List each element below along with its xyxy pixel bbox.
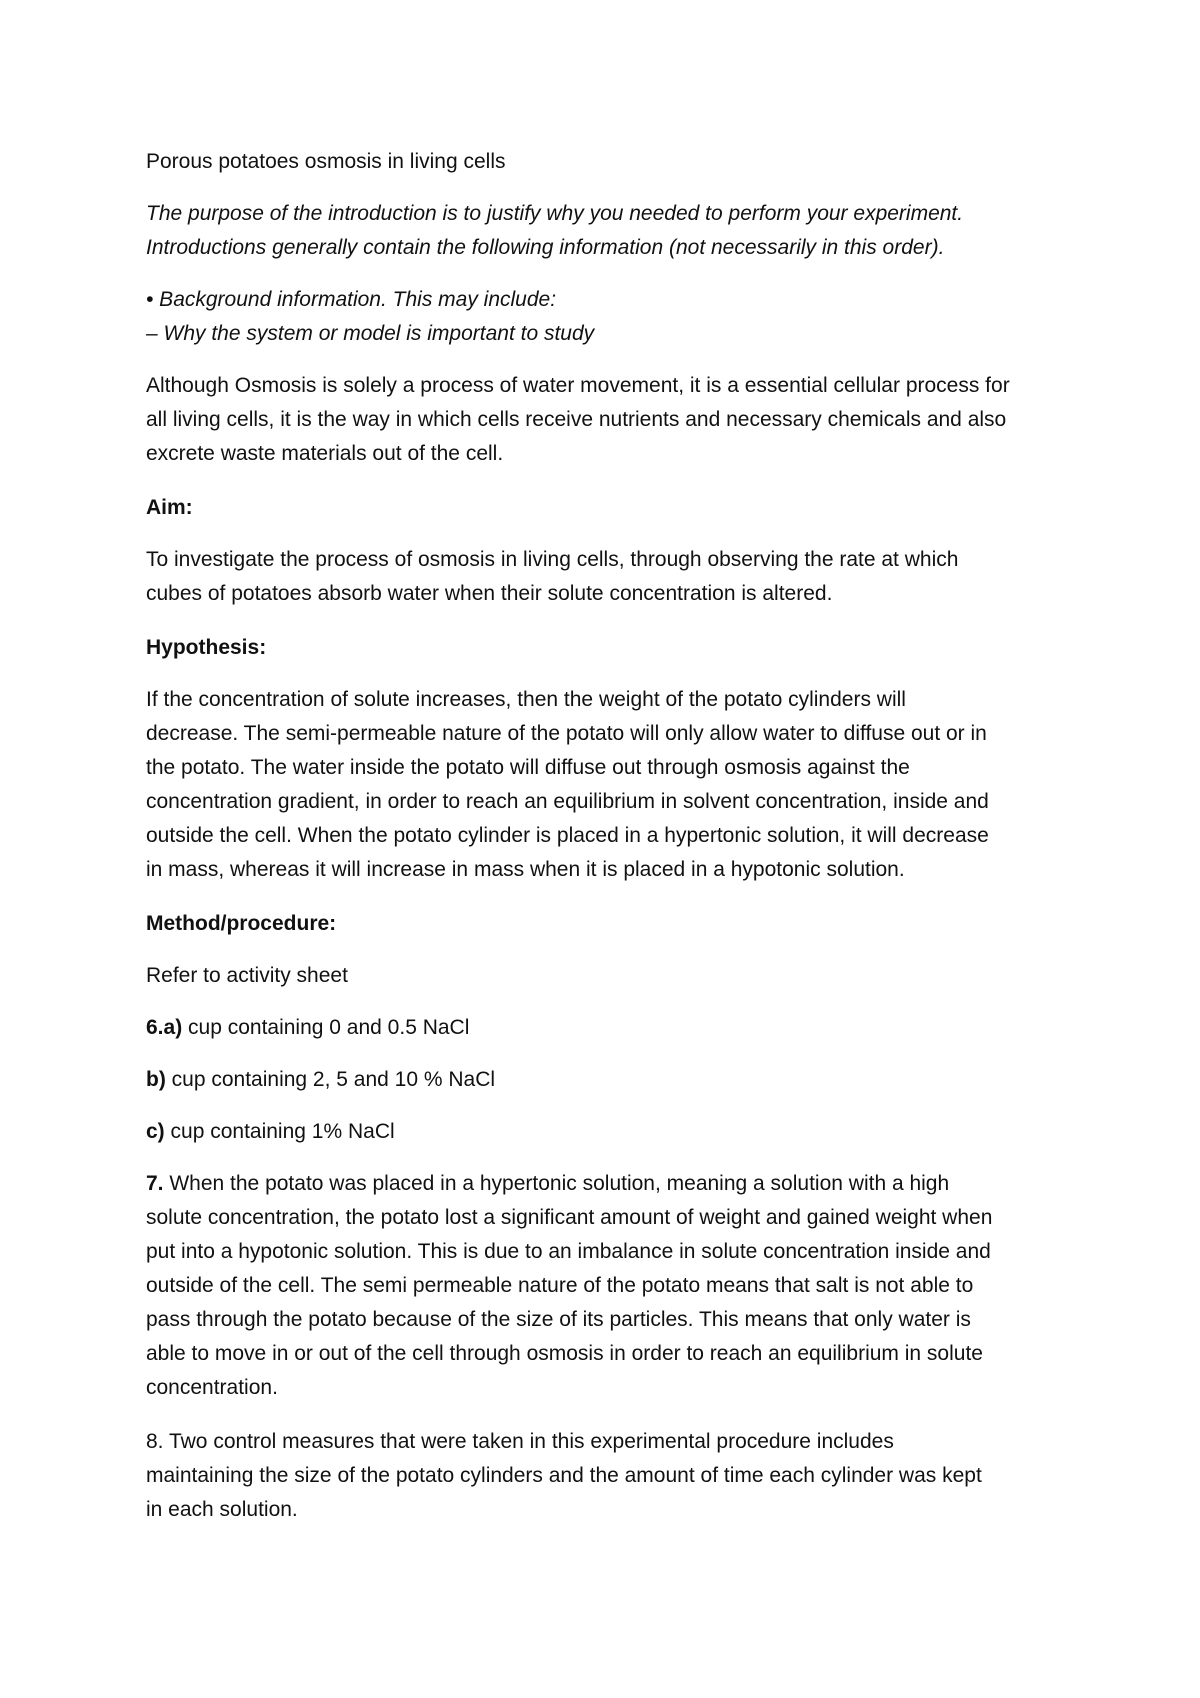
aim-heading: Aim:: [146, 496, 193, 519]
document-title: Porous potatoes osmosis in living cells: [146, 150, 506, 173]
item-6b-text: cup containing 2, 5 and 10 % NaCl: [165, 1068, 496, 1091]
hypothesis-heading: Hypothesis:: [146, 636, 267, 659]
item-6c: [146, 1115, 1086, 1149]
item-6a: [146, 1011, 1086, 1045]
item-6a-label: 6.a): [146, 1016, 183, 1039]
item-7: [146, 1167, 1086, 1405]
intro-instructions: The purpose of the introduction is to justify why you needed to perform your experiment. Introductions generally contain the following information (not necessarily in this order).: [146, 202, 964, 259]
item-6b: [146, 1063, 1086, 1097]
method-text: Refer to activity sheet: [146, 964, 348, 987]
hypothesis-text: If the concentration of solute increases, then the weight of the potato cylinders will decrease. The semi-permeable nature of the potato will only allow water to diffuse out or in the potato. The water inside the potato will diffuse out through osmosis against the concentration gradient, in order to reach an equilibrium in solvent concentration, inside and outside the cell. When the potato cylinder is placed in a hypertonic solution, it will decrease in mass, whereas it will increase in mass when it is placed in a hypotonic solution.: [146, 688, 989, 881]
item-6b-label: b): [146, 1068, 166, 1091]
introduction-paragraph: Although Osmosis is solely a process of water movement, it is a essential cellular process for all living cells, it is the way in which cells receive nutrients and necessary chemicals and also excrete waste materials out of the cell.: [146, 374, 1010, 465]
aim-text: To investigate the process of osmosis in living cells, through observing the rate at which cubes of potatoes absorb water when their solute concentration is altered.: [146, 548, 959, 605]
item-8: 8. Two control measures that were taken in this experimental procedure includes maintaining the size of the potato cylinders and the amount of time each cylinder was kept in each solution.: [146, 1430, 982, 1521]
item-7-label: 7.: [146, 1172, 164, 1195]
item-6c-text: cup containing 1% NaCl: [164, 1120, 395, 1143]
method-heading: Method/procedure:: [146, 912, 337, 935]
item-6a-text: cup containing 0 and 0.5 NaCl: [182, 1016, 470, 1039]
background-instructions: • Background information. This may include: – Why the system or model is important to study: [146, 288, 595, 345]
document-body: [146, 145, 1086, 1547]
item-6c-label: c): [146, 1120, 165, 1143]
item-7-text: When the potato was placed in a hypertonic solution, meaning a solution with a high solute concentration, the potato lost a significant amount of weight and gained weight when put into a hypotonic solution. This is due to an imbalance in solute concentration inside and outside of the cell. The semi permeable nature of the potato means that salt is not able to pass through the potato because of the size of its particles. This means that only water is able to move in or out of the cell through osmosis in order to reach an equilibrium in solute concentration.: [146, 1172, 993, 1399]
